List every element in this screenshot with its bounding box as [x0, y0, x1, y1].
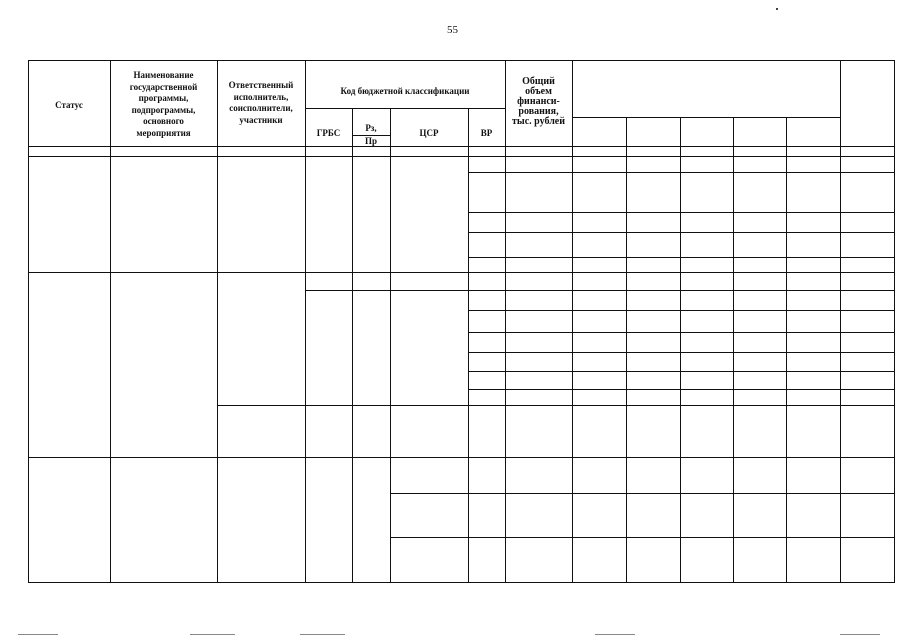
header-total-volume: рования,: [518, 106, 559, 117]
scan-mark: [300, 634, 345, 635]
header-name: государственной: [129, 81, 198, 92]
header-executor: исполнитель,: [233, 91, 289, 102]
header-total-volume: объем: [525, 86, 552, 97]
header-status: Статус: [55, 100, 83, 110]
header-name: программы,: [138, 93, 189, 103]
header-pr: Пр: [364, 136, 378, 146]
header-grbs: ГРБС: [316, 128, 341, 138]
header-executor: Ответственный: [228, 80, 294, 90]
header-vr: ВР: [480, 128, 493, 138]
scan-mark: [840, 634, 880, 635]
header-name: Наименование: [133, 70, 194, 80]
header-name: подпрограммы,: [131, 104, 196, 115]
header-budget-code: Код бюджетной классификации: [340, 86, 470, 96]
header-total-volume: тыс. рублей: [511, 116, 566, 127]
header-total-volume: финанси-: [517, 96, 560, 107]
header-rz: Рз,: [365, 123, 377, 133]
header-csr: ЦСР: [419, 128, 439, 138]
header-name: мероприятия: [136, 127, 191, 138]
header-executor: участники: [239, 114, 283, 125]
header-executor: соисполнители,: [229, 103, 293, 113]
scan-mark: [595, 634, 635, 635]
header-total-volume: Общий: [522, 76, 555, 87]
scan-mark: [18, 634, 58, 635]
scan-mark: [190, 634, 235, 635]
scan-dot: [776, 8, 778, 10]
header-name: основного: [143, 116, 184, 126]
page-number: 55: [447, 24, 458, 36]
